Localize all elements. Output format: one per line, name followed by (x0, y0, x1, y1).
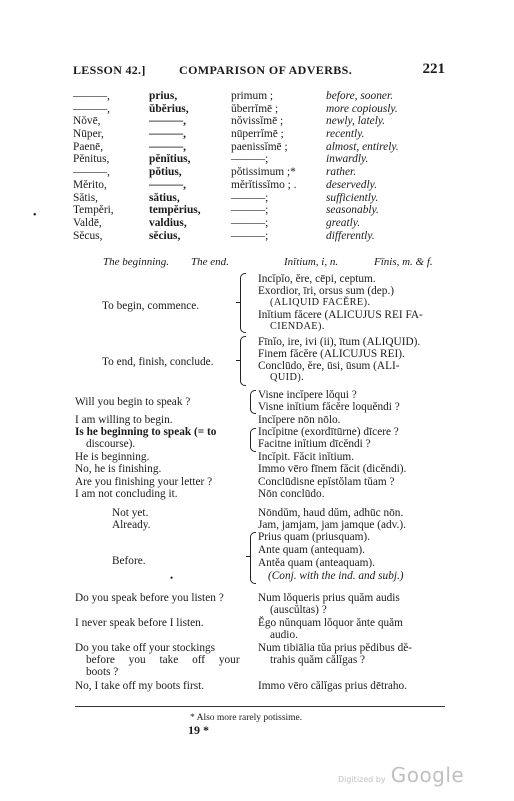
english-phrase: No, I take off my boots first. (75, 680, 205, 692)
latin-line: Antĕa quam (anteaquam). (258, 557, 375, 569)
table-row: ———, prius, primum ; before, sooner. (73, 90, 393, 102)
table-row: Paenē, ———, paenissĭmē ; almost, entirely. (73, 140, 399, 153)
page-number: 221 (422, 61, 445, 77)
latin-line: Incĭpere nōn nōlo. (258, 414, 341, 426)
heading-finis: Fīnis, m. & f. (374, 256, 433, 268)
margin-dot: • (170, 573, 174, 583)
table-row: Nūper, ———, nūperrĭmē ; recently. (73, 128, 365, 141)
adverb-table (73, 90, 433, 242)
brace (250, 428, 256, 452)
brace-point (236, 302, 240, 303)
latin-line: Nōn conclūdo. (258, 488, 325, 500)
english-phrase: Not yet. (112, 507, 149, 519)
english-phrase: Do you take off your stockings (75, 642, 216, 654)
margin-mark: • (33, 210, 37, 221)
footnote: * Also more rarely potissime. (190, 713, 303, 723)
table-row: Tempĕri, tempĕrius, ———; seasonably. (73, 204, 379, 217)
latin-line: Finem făcĕre (ALICUJUS REI). (258, 348, 405, 360)
english-phrase: discourse). (86, 438, 136, 450)
english-phrase: Will you begin to speak ? (75, 396, 191, 408)
digitization-watermark (338, 763, 464, 787)
watermark-big: Google (390, 763, 465, 787)
english-phrase: I am willing to begin. (75, 414, 173, 426)
latin-line: Num tibiālia tŭa prius pĕdibus dĕ- (258, 642, 413, 654)
latin-line: Facitne inĭtium dīcĕndi ? (258, 438, 371, 450)
table-row: Nŏvē, ———, nŏvissĭmē ; newly, lately. (73, 115, 386, 128)
english-phrase: Are you finishing your letter ? (75, 476, 213, 488)
heading-beginning: The beginning. (103, 256, 169, 268)
latin-line: Exordior, īri, orsus sum (dep.) (258, 285, 395, 297)
latin-line: QUID). (270, 372, 305, 383)
watermark-small: Digitized by (338, 775, 386, 784)
latin-line: Visne inĭtium făcĕre loquĕndi ? (258, 401, 400, 413)
latin-line: Immo vēro fīnem făcit (dicĕndi). (258, 463, 407, 475)
table-row: Mĕrito, ———, mĕrĭtissĭmo ; . deservedly. (73, 178, 377, 191)
english-phrase: Before. (112, 555, 146, 567)
latin-line: Conclūdo, ĕre, ūsi, ūsum (ALI- (258, 360, 400, 372)
english-phrase: Already. (112, 519, 151, 531)
latin-line: Num lŏqueris prius quăm audis (258, 592, 400, 604)
english-phrase: I am not concluding it. (75, 488, 178, 500)
running-title: COMPARISON OF ADVERBS. (179, 63, 353, 77)
table-row: Sătis, sătius, ———; sufficiently. (73, 191, 379, 204)
latin-line: Incĭpitne (exordītūrne) dīcere ? (258, 426, 399, 438)
english-phrase: boots ? (86, 666, 119, 678)
latin-line: Ĕgo nŭnquam lŏquor ănte quăm (258, 617, 403, 629)
brace-point (246, 556, 250, 557)
brace (240, 273, 246, 333)
english-phrase: To begin, commence. (102, 300, 200, 312)
latin-line: Fīnĭo, ire, ivi (ii), ītum (ALIQUID). (258, 336, 421, 348)
latin-line: Inĭtium făcere (ALICUJUS REI FA- (258, 309, 423, 321)
english-phrase: before you take off your (86, 654, 240, 666)
english-phrase: To end, finish, conclude. (102, 356, 214, 368)
heading-end: The end. (191, 256, 229, 268)
heading-initium: Inĭtium, i, n. (284, 256, 339, 268)
table-row: Pĕnitus, pĕnĭtius, ———; inwardly. (73, 153, 369, 166)
latin-line: CIENDAE). (270, 321, 325, 332)
table-row: Sĕcus, sĕcius, ———; differently. (73, 229, 375, 242)
footnote-rule (75, 706, 445, 707)
latin-line: Incĭpit. Făcit inĭtium. (258, 451, 355, 463)
table-row: Valdē, valdius, ———; greatly. (73, 216, 361, 229)
latin-line: Conclūdisne epĭstŏlam tŭam ? (258, 476, 395, 488)
brace (240, 336, 246, 386)
latin-line: (auscŭltas) ? (270, 604, 327, 616)
english-phrase: No, he is finishing. (75, 463, 162, 475)
latin-line: Visne incĭpere lŏqui ? (258, 389, 357, 401)
signature-mark: 19 * (188, 723, 209, 737)
english-phrase: Is he beginning to speak (= to (75, 426, 217, 438)
latin-line: Immo vēro călĭgas prius dētraho. (258, 680, 408, 692)
table-row: ———, pŏtius, pŏtissimum ;* rather. (73, 166, 357, 179)
latin-line: Nōndŭm, haud dŭm, adhūc nōn. (258, 507, 404, 519)
brace (250, 390, 256, 414)
latin-line: (ALIQUID FACĔRE). (270, 297, 371, 308)
latin-line: Incĭpĭo, ĕre, cēpi, ceptum. (258, 273, 376, 285)
english-phrase: Do you speak before you listen ? (75, 592, 224, 604)
latin-line: Ante quam (antequam). (258, 544, 365, 556)
latin-line: Jam, jamjam, jam jamque (adv.). (258, 519, 406, 531)
latin-line: (Conj. with the ind. and subj.) (268, 570, 404, 582)
table-row: ———, ŭbĕrius, ŭberrĭmē ; more copiously. (73, 102, 398, 115)
english-phrase: I never speak before I listen. (75, 617, 204, 629)
page-header (73, 63, 445, 79)
brace-point (236, 360, 240, 361)
brace (250, 532, 256, 584)
lesson-label: LESSON 42.] (73, 63, 146, 77)
latin-line: trahis quăm călĭgas ? (270, 654, 366, 666)
latin-line: audio. (270, 629, 298, 641)
latin-line: Prius quam (priusquam). (258, 531, 371, 543)
english-phrase: He is beginning. (75, 451, 150, 463)
